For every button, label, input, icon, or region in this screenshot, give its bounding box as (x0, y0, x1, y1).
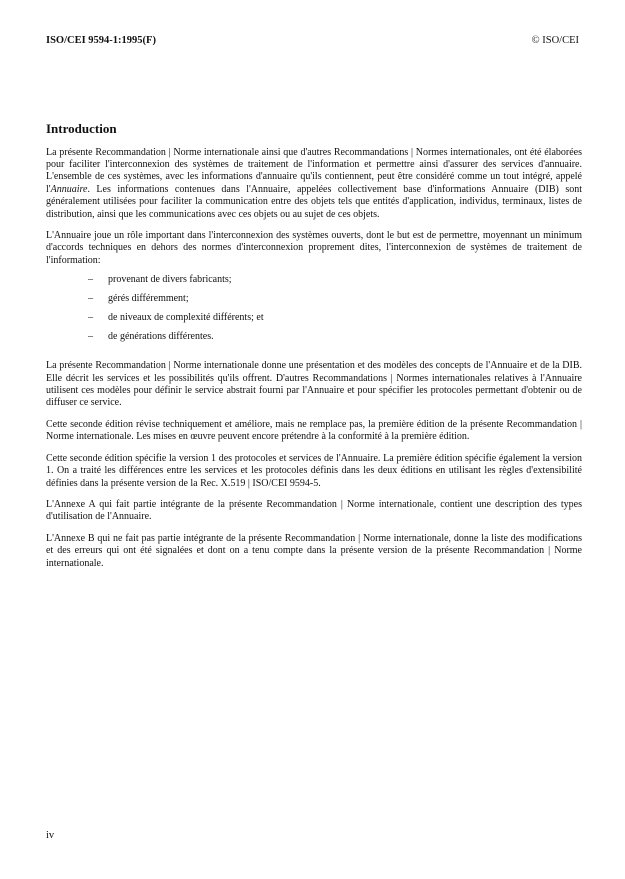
annuaire-emphasis: Annuaire (50, 183, 88, 195)
paragraph-intro-text-a: La présente Recommandation | Norme internationale ainsi que d'autres Recommandations | Normes internationales, ont été élaborées pour faciliter l'interconnexion des systèmes de traitement de l'information et permettre ainsi d'assurer des services d'annuaire. L'ensemble de ces systèmes, avec les informations d'annuaire qu'ils contiennent, peut être considéré comme un tout intégré, appelé l' (46, 146, 582, 195)
paragraph-intro-text-b: . Les informations contenues dans l'Annuaire, appelées collectivement base d'informations Annuaire (DIB) sont généralement utilisées pour faciliter la communication entre des objets tels que entités d'application, individus, terminaux, listes de distribution, ainsi que les communications avec ces objets ou au sujet de ces objets. (46, 183, 582, 220)
standard-identifier: ISO/CEI 9594-1:1995(F) (46, 35, 156, 46)
paragraph-second-edition: Cette seconde édition révise techniquement et améliore, mais ne remplace pas, la première édition de la présente Recommandation | Norme internationale. Les mises en œuvre peuvent encore prétendre à la conformité à la première édition. (46, 418, 582, 443)
list-dash: – (88, 312, 93, 324)
list-dash: – (88, 331, 93, 343)
list-item (46, 293, 582, 312)
page-number: iv (46, 830, 55, 841)
list-item-text: de niveaux de complexité différents; et (108, 312, 264, 324)
paragraph-version: Cette seconde édition spécifie la version 1 des protocoles et services de l'Annuaire. La première édition spécifie également la version 1. On a traité les différences entre les services et les protocoles définis dans les deux éditions en utilisant les règles d'extensibilité définies dans la présente version de la Rec. X.519 | ISO/CEI 9594-5. (46, 452, 582, 489)
page-header (46, 35, 579, 51)
section-heading: Introduction (46, 121, 117, 136)
list-item-text: de générations différentes. (108, 331, 214, 343)
list-item-text: provenant de divers fabricants; (108, 274, 232, 286)
list-item (46, 312, 582, 331)
paragraph-models: La présente Recommandation | Norme internationale donne une présentation et des modèles des concepts de l'Annuaire et de la DIB. Elle décrit les services et les possibilités qu'ils offrent. D'autres Recommandations | Normes internationales relatives à l'Annuaire utilisent ces modèles pour définir le service abstrait fourni par l'Annuaire et pour spécifier les protocoles permettant d'obtenir ou de diffuser ce service. (46, 360, 582, 409)
list-dash: – (88, 293, 93, 305)
paragraph-intro (46, 147, 582, 221)
systems-list (46, 274, 582, 350)
main-content (46, 121, 582, 579)
paragraph-annex-b: L'Annexe B qui ne fait pas partie intégrante de la présente Recommandation | Norme internationale, donne la liste des modifications et des erreurs qui ont été signalées et dont on a tenu compte dans la présente version de la présente Recommandation | Norme internationale. (46, 532, 582, 569)
list-item-text: gérés différemment; (108, 293, 189, 305)
list-item (46, 331, 582, 350)
copyright-notice: © ISO/CEI (531, 35, 579, 46)
list-item (46, 274, 582, 293)
paragraph-role: L'Annuaire joue un rôle important dans l'interconnexion des systèmes ouverts, dont le but est de permettre, moyennant un minimum d'accords techniques en dehors des normes d'interconnexion proprement dites, l'interconnexion de systèmes de traitement de l'information: (46, 230, 582, 266)
list-dash: – (88, 274, 93, 286)
paragraph-annex-a: L'Annexe A qui fait partie intégrante de la présente Recommandation | Norme internationale, contient une description des types d'utilisation de l'Annuaire. (46, 498, 582, 523)
